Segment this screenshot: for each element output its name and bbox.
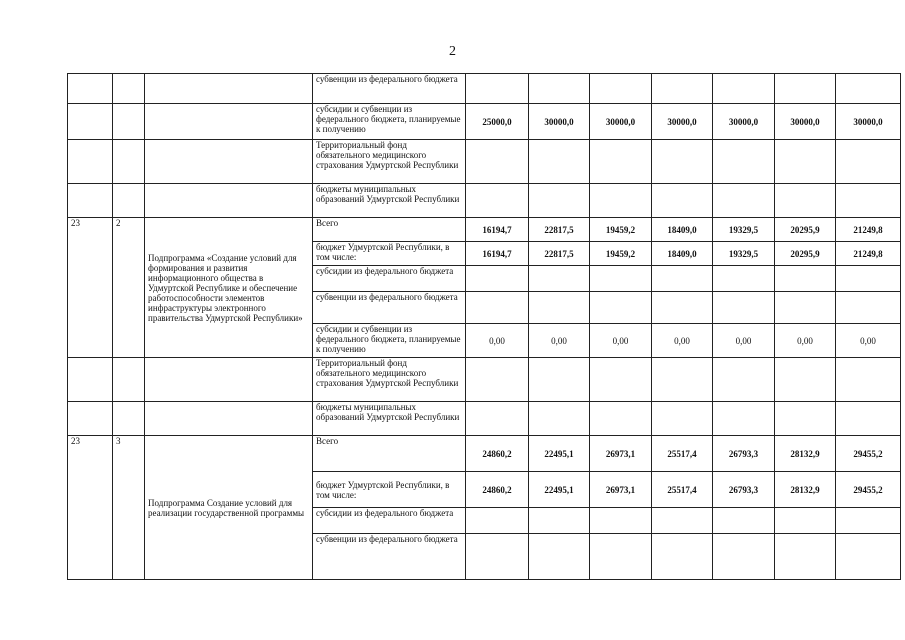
- value-cell: 0,00: [529, 324, 590, 358]
- value-cell: [775, 292, 836, 324]
- row-index-b: [113, 140, 145, 184]
- source-cell: субвенции из федерального бюджета: [313, 292, 466, 324]
- row-index-b: 3: [113, 436, 145, 580]
- value-cell: [836, 140, 901, 184]
- source-cell: субвенции из федерального бюджета: [313, 534, 466, 580]
- program-name-cell: Подпрограмма «Создание условий для формирования и развития информационного общества в Удмуртской Республике и обеспечение работоспособности элементов инфраструктуры электронного правительства Удмуртской Республики»: [145, 218, 313, 358]
- source-cell: Всего: [313, 218, 466, 242]
- value-cell: [836, 292, 901, 324]
- value-cell: [775, 402, 836, 436]
- value-cell: [775, 266, 836, 292]
- value-cell: [590, 292, 652, 324]
- value-cell: 30000,0: [836, 104, 901, 140]
- value-cell: [529, 184, 590, 218]
- value-cell: 26793,3: [713, 436, 775, 472]
- table-row: [68, 358, 901, 402]
- financing-table: [67, 73, 901, 580]
- value-cell: [836, 74, 901, 104]
- value-cell: [652, 74, 713, 104]
- program-name-cell: Подпрограмма Создание условий для реализации государственной программы: [145, 436, 313, 580]
- value-cell: 28132,9: [775, 436, 836, 472]
- value-cell: [775, 74, 836, 104]
- value-cell: [466, 534, 529, 580]
- source-cell: бюджеты муниципальных образований Удмуртской Республики: [313, 184, 466, 218]
- value-cell: [466, 184, 529, 218]
- row-index-a: [68, 402, 113, 436]
- value-cell: 25517,4: [652, 472, 713, 508]
- value-cell: 19329,5: [713, 218, 775, 242]
- value-cell: [466, 358, 529, 402]
- value-cell: [652, 184, 713, 218]
- value-cell: [466, 140, 529, 184]
- value-cell: [775, 508, 836, 534]
- value-cell: [652, 358, 713, 402]
- row-index-a: [68, 358, 113, 402]
- value-cell: [713, 292, 775, 324]
- value-cell: [652, 292, 713, 324]
- value-cell: [652, 508, 713, 534]
- value-cell: 0,00: [652, 324, 713, 358]
- value-cell: [529, 74, 590, 104]
- value-cell: [466, 74, 529, 104]
- table-row: [68, 184, 901, 218]
- source-cell: субвенции из федерального бюджета: [313, 74, 466, 104]
- value-cell: [652, 534, 713, 580]
- value-cell: 24860,2: [466, 436, 529, 472]
- value-cell: 22495,1: [529, 472, 590, 508]
- table-row: [68, 402, 901, 436]
- row-index-b: [113, 184, 145, 218]
- value-cell: 18409,0: [652, 242, 713, 266]
- value-cell: [652, 266, 713, 292]
- value-cell: [529, 508, 590, 534]
- value-cell: [590, 402, 652, 436]
- value-cell: 0,00: [836, 324, 901, 358]
- value-cell: 30000,0: [529, 104, 590, 140]
- table-row: [68, 104, 901, 140]
- table-row: [68, 436, 901, 472]
- source-cell: субсидии из федерального бюджета: [313, 508, 466, 534]
- program-name-cell: [145, 402, 313, 436]
- value-cell: [775, 534, 836, 580]
- value-cell: 0,00: [713, 324, 775, 358]
- value-cell: [713, 402, 775, 436]
- value-cell: [775, 358, 836, 402]
- value-cell: [590, 508, 652, 534]
- value-cell: 0,00: [775, 324, 836, 358]
- value-cell: [836, 402, 901, 436]
- value-cell: [590, 140, 652, 184]
- value-cell: [713, 534, 775, 580]
- value-cell: 29455,2: [836, 436, 901, 472]
- value-cell: 22817,5: [529, 242, 590, 266]
- value-cell: [713, 266, 775, 292]
- value-cell: 20295,9: [775, 242, 836, 266]
- value-cell: [529, 358, 590, 402]
- value-cell: [529, 140, 590, 184]
- source-cell: Территориальный фонд обязательного медицинского страхования Удмуртской Республики: [313, 140, 466, 184]
- value-cell: [529, 402, 590, 436]
- row-index-b: [113, 104, 145, 140]
- value-cell: 25517,4: [652, 436, 713, 472]
- table-row: [68, 140, 901, 184]
- value-cell: 21249,8: [836, 218, 901, 242]
- source-cell: бюджет Удмуртской Республики, в том числе:: [313, 472, 466, 508]
- source-cell: бюджеты муниципальных образований Удмуртской Республики: [313, 402, 466, 436]
- value-cell: 26973,1: [590, 472, 652, 508]
- value-cell: 26973,1: [590, 436, 652, 472]
- value-cell: [466, 508, 529, 534]
- table-row: [68, 74, 901, 104]
- value-cell: 19329,5: [713, 242, 775, 266]
- value-cell: [836, 508, 901, 534]
- value-cell: 22817,5: [529, 218, 590, 242]
- value-cell: [836, 184, 901, 218]
- value-cell: [466, 266, 529, 292]
- value-cell: 21249,8: [836, 242, 901, 266]
- value-cell: [775, 184, 836, 218]
- row-index-a: [68, 74, 113, 104]
- value-cell: 18409,0: [652, 218, 713, 242]
- page-number: 2: [449, 44, 456, 59]
- row-index-a: [68, 140, 113, 184]
- program-name-cell: [145, 104, 313, 140]
- value-cell: [529, 292, 590, 324]
- value-cell: [713, 184, 775, 218]
- value-cell: 0,00: [466, 324, 529, 358]
- row-index-a: 23: [68, 436, 113, 580]
- value-cell: 19459,2: [590, 218, 652, 242]
- row-index-a: 23: [68, 218, 113, 358]
- value-cell: [775, 140, 836, 184]
- value-cell: 28132,9: [775, 472, 836, 508]
- value-cell: [590, 534, 652, 580]
- row-index-b: [113, 402, 145, 436]
- value-cell: 25000,0: [466, 104, 529, 140]
- value-cell: [836, 266, 901, 292]
- row-index-b: 2: [113, 218, 145, 358]
- value-cell: 22495,1: [529, 436, 590, 472]
- value-cell: 30000,0: [775, 104, 836, 140]
- value-cell: 16194,7: [466, 218, 529, 242]
- value-cell: 30000,0: [590, 104, 652, 140]
- value-cell: [466, 402, 529, 436]
- row-index-b: [113, 358, 145, 402]
- value-cell: [713, 358, 775, 402]
- table-row: [68, 218, 901, 242]
- value-cell: [590, 266, 652, 292]
- program-name-cell: [145, 140, 313, 184]
- value-cell: [836, 534, 901, 580]
- value-cell: 30000,0: [652, 104, 713, 140]
- source-cell: субсидии и субвенции из федерального бюджета, планируемые к получению: [313, 324, 466, 358]
- value-cell: 26793,3: [713, 472, 775, 508]
- value-cell: 24860,2: [466, 472, 529, 508]
- value-cell: [713, 140, 775, 184]
- source-cell: Всего: [313, 436, 466, 472]
- value-cell: [590, 184, 652, 218]
- value-cell: [590, 358, 652, 402]
- value-cell: [713, 508, 775, 534]
- value-cell: 20295,9: [775, 218, 836, 242]
- value-cell: 16194,7: [466, 242, 529, 266]
- program-name-cell: [145, 184, 313, 218]
- row-index-b: [113, 74, 145, 104]
- program-name-cell: [145, 74, 313, 104]
- value-cell: [529, 266, 590, 292]
- source-cell: субсидии из федерального бюджета: [313, 266, 466, 292]
- value-cell: 30000,0: [713, 104, 775, 140]
- value-cell: [529, 534, 590, 580]
- source-cell: Территориальный фонд обязательного медицинского страхования Удмуртской Республики: [313, 358, 466, 402]
- value-cell: 29455,2: [836, 472, 901, 508]
- source-cell: бюджет Удмуртской Республики, в том числе:: [313, 242, 466, 266]
- row-index-a: [68, 184, 113, 218]
- value-cell: [652, 140, 713, 184]
- row-index-a: [68, 104, 113, 140]
- value-cell: [713, 74, 775, 104]
- value-cell: 19459,2: [590, 242, 652, 266]
- source-cell: субсидии и субвенции из федерального бюджета, планируемые к получению: [313, 104, 466, 140]
- value-cell: 0,00: [590, 324, 652, 358]
- value-cell: [466, 292, 529, 324]
- value-cell: [836, 358, 901, 402]
- value-cell: [590, 74, 652, 104]
- program-name-cell: [145, 358, 313, 402]
- value-cell: [652, 402, 713, 436]
